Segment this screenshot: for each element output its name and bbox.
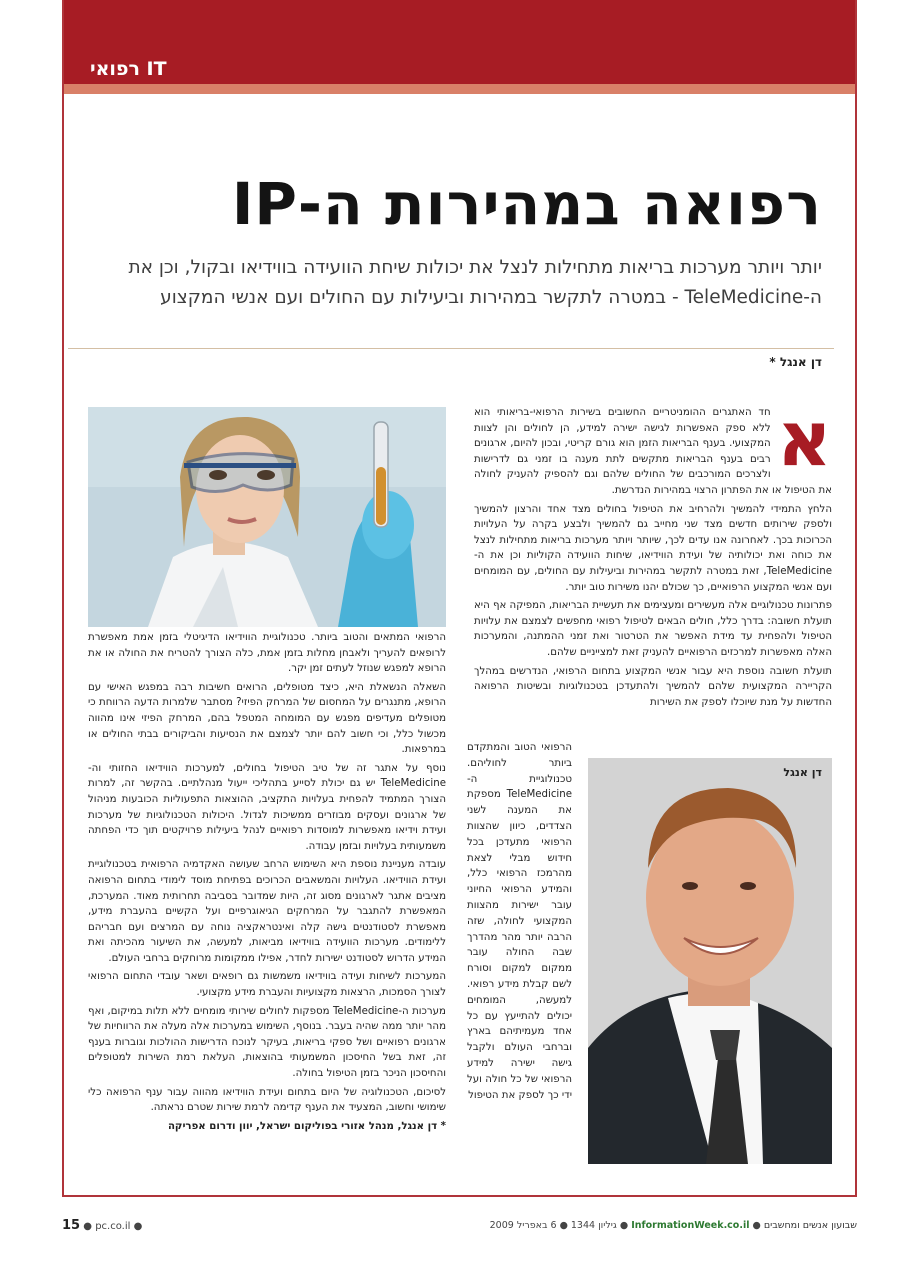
paragraph: הרפואי הטוב והמתקדם ביותר לחוליהם. טכנולוגיית ה-TeleMedicine מספקת את המענה לשני הצדדים, כיוון שהצוות הרפואי מתעדכן בכל חידוש מבלי לצאת מהרמכז הרפואי כלל, והמידע הרפואי החיוני עובר ישירות מהצוות המקצועי לחולה, שזה הרבה יותר מהר מהדרך שבה החולה עובר ממקום למקום וסורח לשם קבלת מידע רפואי. למעשה, המומחים יכולים להתייעץ עם כל אחד מעמיתיהם בארץ וברחבי העולם ולקבל גישה ישירה למידע הרפואי של כל חולה ועל ידי כך לספק את הטיפול [467, 742, 572, 1101]
paragraph: מערכות ה-TeleMedicine מספקות לחולים שירותי מומחים ללא תלות במיקום, ואף מהר יותר ממה שהיה בעבר. בנוסף, השימוש במערכות אלה מעלה את הרווחיות של ארגונים רפואיים ושל ספקי בריאות, בעיקר לנוכח הדרישות ההולכות וגוברות בענף זה, זאת בשל החיסכון המשמעותי בהוצאות, העלאת רמת השירות למטופלים והחיסכון הניכר בזמן הטיפול בחולה. [88, 1005, 446, 1080]
author-footnote: * דן אנגל, מנהל אזורי בפוליקום ישראל, יוון ודרום אפריקה [167, 1120, 446, 1132]
bullet-icon: ● [749, 1220, 761, 1231]
article-subhead [100, 253, 822, 313]
paragraph: השאלה הנשאלת היא, כיצד מטופלים, הרואים חשיבות רבה במפגש האישי עם הרופא, מתנגרים על המחסום של המרחק הפיזי? מסתבר שלמרות הדעה הרווחת כי מטופלים מעדיפים מפגש עם המומחה המטפל בהם, המרחק הפיזי אינו מהווה מכשול כלל, וכי חשוב להם יותר לצמצם את הנסיעות והביקורים בבתי החולים או במרפאות. [88, 681, 446, 756]
section-label: IT רפואי [90, 58, 167, 80]
lab-scientist-photo [88, 407, 446, 627]
author-photo-caption: דן אנגל [783, 766, 822, 779]
paragraph: הלחץ התמידי להמשיך ולהרחיב את הטיפול בחולים מצד אחד והרצון להמשיך ולספק שירותים חדשים מצד שני מחייב גם להמשיך ולבצע בקרה על העלויות הכרוכות בכך. לאחרונה אנו עדים לכך, שיותר ויותר מערכות בריאות מתחילות לנצל את כוחה ואת יכולותיה של ועידת הווידיאו, שיחות הוועידה הקוליות וכן את ה-TeleMedicine, זאת במטרה לתקשר במהירות וביעילות עם החולים, עם המומחים ועם אנשי המקצוע הרפואיים, כך שכולם יהנו משירות טוב יותר. [474, 503, 832, 593]
paragraph: חד האתגרים ההומניטריים החשובים בשירות הרפואי-בריאותי הוא ללא ספק האפשרות לגישה ישירה למידע, הן לחולים והן לצוות המקצועי. בענף הבריאות הזמן הוא גורם קריטי, ובכון להיום, ארגונים רבים בענף הבריאות מתקשים לתת מענה בו זמני גם לדרישות ולצרכים המורכבים של החולים שלהם וגם להספיק להעניק לחולה את הטיפול או את הפתרון הרצוי במהירות הנדרשת. [474, 407, 832, 496]
subhead-line-1: יותר ויותר מערכות בריאות מתחילות לנצל את יכולות שיחת הוועידה בווידיאו ובקול, וכן את [128, 257, 822, 278]
bullet-icon: ● [133, 1221, 143, 1232]
bullet-icon: ● [83, 1221, 96, 1232]
paragraph: נוסף על אתגר זה של טיב הטיפול בחולים, למערכות הווידיאו החזותי וה-TeleMedicine יש גם יכולת לסייע בתהליכי ייעול מנהלתיים. בהקשר זה, למרות הצורך המתמיד להפחית בעלויות התקציב, ההוצאות התפעוליות הכובעות מניהול של ארגונים ועסקים מבוזרים ממשיכות לגדול. היכולות הטכנולוגיות של מערכות ועידת וידיאו מאפשרות למוסדות רפואיים לנהל ביעילות פרויקטים תוך כדי הפחתה משמעותית בעלויות ובזמן עבודה. [88, 762, 446, 852]
byline-divider [68, 348, 834, 349]
paragraph: לסיכום, הטכנולוגיה של היום בתחום ועידת הווידיאו מהווה עבור ענף הרפואה כלי שימושי וחשוב, המצעיד את הענף קדימה לרמת שירות שטרם נראתה. [88, 1086, 446, 1114]
article-headline: רפואה במהירות ה-IP [231, 170, 822, 238]
paragraph: תועלת חשובה נוספת היא עבור אנשי המקצוע בתחום הרפואי, הנדרשים במהלך הקריירה המקצועית שלהם להמשיך ולהתעדכן בטכנולוגיות ובשיטות הרפואה החדשות על מנת שיוכלו לספק את השירות [474, 665, 832, 708]
paragraph: המערכות לשיחות ועידה בווידיאו משמשות גם רופאים ושאר עובדי התחום הרפואי לצורך הסמכות, הרצאות מקצועיות והעברת מידע מקצועי. [88, 971, 446, 999]
header-accent-strip [64, 84, 855, 94]
footer-site: InformationWeek.co.il [631, 1220, 750, 1231]
bullet-icon: ● [556, 1220, 568, 1231]
footer-issue: גיליון 1344 [570, 1220, 617, 1231]
footer-page-info [62, 1218, 142, 1233]
author-portrait-illustration [588, 758, 832, 1164]
drop-cap: א [776, 405, 832, 483]
footer-publication: שבועון אנשים ומחשבים [763, 1220, 857, 1231]
page-number: 15 [62, 1218, 81, 1233]
article-column-right [474, 405, 832, 760]
author-photo [588, 758, 832, 1164]
bullet-icon: ● [616, 1220, 629, 1231]
paragraph: הרפואי המתאים והטוב ביותר. טכנולוגיית הווידיאו הדיגיטלי בזמן אמת מאפשרת לרופאים להעריך ולאבחן מחלות בזמן אמת, כלה הצורך להטריח את החולה או את הרופא למפגש שנוזל לעתים זמן יקר. [88, 632, 446, 675]
subhead-line-2: ה-TeleMedicine - במטרה לתקשר במהירות וביעילות עם החולים ועם אנשי המקצוע [160, 287, 822, 308]
lab-scientist-illustration [88, 407, 446, 627]
article-column-narrow [467, 740, 572, 1170]
header-band [64, 0, 855, 84]
paragraph: עובדה מעניינת נוספת היא השימוש הרחב שעושה האקדמיה הרפואית בטכנולוגיית ועידת הווידיאו. העלויות והמשאבים הכרוכים בפתיחת מוסד לימודי בתחום הרפואה מציבים אתגר לארגונים מסוג זה, היות שמדובר בסביבה תחרותית מאוד. המערכת, המאפשרת להתגבר על המרחקים הגיאוגרפיים ועל הקשיים בהעברת מידע, מאפשרת לסטודנטים גישה קלה ואינטראקציה נוחה עם המרצים ועם חבריהם ללימודים. מערכות הוועידה בווידיאו מביאות, למעשה, את השיעור מהכיתה ואת המידע הדרוש לסטודנט ישירות לחדר, אפילו ממקומות מרוחקים ברחבי העולם. [88, 859, 446, 964]
page-footer [62, 1218, 857, 1238]
paragraph: פתרונות טכנולוגיים אלה מעשירים ומעצימים את תעשיית הבריאות, המפיקה אף היא תועלת חשובה: בדרך כלל, חולים הבאים לטיפול רפואי מחפשים לצמצם את עלויות הטיפול ולהפחית עד מידת האפשר את הטרטור ואת זמני ההמתנה, והמערכות האלה מאפשרות למרכזים הרפואיים להעניק זאת למצייניים שלהם. [474, 600, 832, 658]
footer-date: 6 באפריל 2009 [489, 1220, 557, 1231]
article-column-left [88, 630, 446, 1175]
author-byline: דן אנגל * [769, 355, 822, 369]
footer-publication-info [490, 1220, 857, 1231]
footer-website: pc.co.il [95, 1221, 131, 1232]
